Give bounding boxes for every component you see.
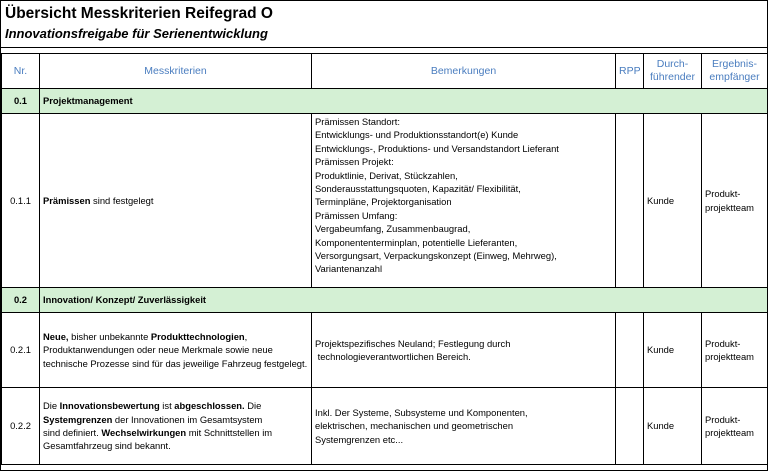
header-divider xyxy=(1,47,767,48)
table-row xyxy=(2,388,768,465)
section-nr: 0.1 xyxy=(2,89,40,114)
row-executor: Kunde xyxy=(644,388,702,465)
row-nr: 0.2.2 xyxy=(2,388,40,465)
col-header-nr: Nr. xyxy=(2,54,40,89)
row-recipient: Produkt- projektteam xyxy=(702,313,768,388)
section-row xyxy=(2,288,768,313)
col-header-rpp: RPP xyxy=(616,54,644,89)
row-nr: 0.2.1 xyxy=(2,313,40,388)
row-remarks: Inkl. Der Systeme, Subsysteme und Komponenten, elektrischen, mechanischen und geometrischen Systemgrenzen etc... xyxy=(312,388,616,465)
row-criteria: Neue, bisher unbekannte Produkttechnologien, Produktanwendungen oder neue Merkmale sowie neue technische Prozesse sind für das jeweilige Fahrzeug festgelegt. xyxy=(40,313,312,388)
row-executor: Kunde xyxy=(644,313,702,388)
row-criteria: Die Innovationsbewertung ist abgeschlossen. Die Systemgrenzen der Innovationen im Gesamtsystem sind definiert. Wechselwirkungen mit Schnittstellen im Gesamtfahrzeug sind bekannt. xyxy=(40,388,312,465)
row-recipient: Produkt- projektteam xyxy=(702,388,768,465)
document-title: Übersicht Messkriterien Reifegrad O xyxy=(5,5,273,22)
row-rpp xyxy=(616,313,644,388)
criteria-table xyxy=(1,53,768,465)
col-header-recipient: Ergebnis- empfänger xyxy=(702,54,768,89)
row-remarks: Projektspezifisches Neuland; Festlegung durch technologieverantwortlichen Bereich. xyxy=(312,313,616,388)
table-row xyxy=(2,313,768,388)
row-remarks: Prämissen Standort: Entwicklungs- und Produktionsstandort(e) Kunde Entwicklungs-, Produktions- und Versandstandort Lieferant Prämissen Projekt: Produktlinie, Derivat, Stückzahlen, Sonderausstattungsquoten, Kapazität/ Flexibilität, Terminpläne, Projektorganisation Prämissen Umfang: Vergabeumfang, Zusammenbaugrad, Komponententerminplan, potentielle Lieferanten, Versorgungsart, Verpackungskonzept (Einweg, Mehrweg), Variantenanzahl xyxy=(312,114,616,288)
table-row xyxy=(2,114,768,288)
row-nr: 0.1.1 xyxy=(2,114,40,288)
row-recipient: Produkt- projektteam xyxy=(702,114,768,288)
section-nr: 0.2 xyxy=(2,288,40,313)
section-title: Innovation/ Konzept/ Zuverlässigkeit xyxy=(40,288,768,313)
col-header-criteria: Messkriterien xyxy=(40,54,312,89)
document-subtitle: Innovationsfreigabe für Serienentwicklung xyxy=(5,26,268,41)
row-executor: Kunde xyxy=(644,114,702,288)
row-criteria: Prämissen sind festgelegt xyxy=(40,114,312,288)
row-rpp xyxy=(616,388,644,465)
col-header-executor: Durch- führender xyxy=(644,54,702,89)
col-header-remarks: Bemerkungen xyxy=(312,54,616,89)
section-row xyxy=(2,89,768,114)
row-rpp xyxy=(616,114,644,288)
table-header-row xyxy=(2,54,768,89)
section-title: Projektmanagement xyxy=(40,89,768,114)
